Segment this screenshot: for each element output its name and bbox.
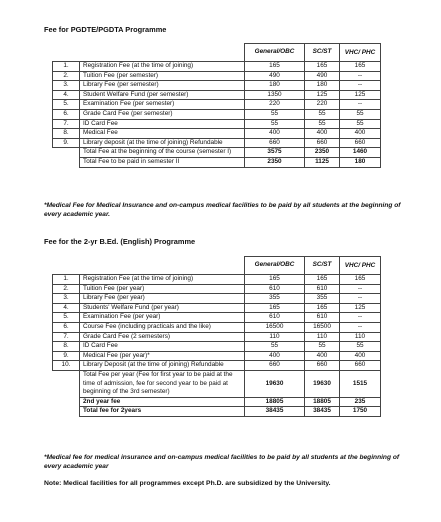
- general-obc-value: 55: [245, 109, 305, 119]
- vhc-phc-value: --: [340, 313, 381, 323]
- row-number: 9.: [53, 138, 80, 148]
- vhc-phc-total: 235: [340, 397, 381, 407]
- sc-st-value: 55: [305, 109, 340, 119]
- sc-st-total: 19630: [305, 370, 340, 397]
- table-row: [53, 138, 381, 148]
- vhc-phc-value: 400: [340, 351, 381, 361]
- general-obc-value: 1350: [245, 90, 305, 100]
- row-number: 9.: [53, 351, 80, 361]
- sc-st-value: 125: [305, 90, 340, 100]
- general-obc-value: 55: [245, 119, 305, 129]
- column-header: [53, 257, 80, 275]
- sc-st-value: 55: [305, 119, 340, 129]
- table-row: [53, 100, 381, 110]
- sc-st-value: 180: [305, 81, 340, 91]
- table-row: [53, 294, 381, 304]
- column-header: VHC/ PHC: [340, 44, 381, 62]
- column-header: SC/ST: [305, 44, 340, 62]
- vhc-phc-value: --: [340, 71, 381, 81]
- row-number: 5.: [53, 100, 80, 110]
- general-obc-value: 110: [245, 332, 305, 342]
- general-obc-value: 490: [245, 71, 305, 81]
- sc-st-value: 16500: [305, 322, 340, 332]
- pgdte-fee-table: [52, 43, 381, 168]
- vhc-phc-value: --: [340, 100, 381, 110]
- row-number: 10.: [53, 361, 80, 371]
- sc-st-value: 660: [305, 138, 340, 148]
- table-row: [53, 351, 381, 361]
- section2-title: Fee for the 2-yr B.Ed. (English) Programme: [44, 237, 196, 246]
- table-row: [53, 62, 381, 72]
- total-label: Total Fee at the beginning of the course (semester I): [80, 148, 245, 158]
- row-number: 1.: [53, 62, 80, 72]
- sc-st-total: 38435: [305, 407, 340, 417]
- total-row: [53, 407, 381, 417]
- general-obc-value: 165: [245, 62, 305, 72]
- table-row: [53, 81, 381, 91]
- header-row: [53, 44, 381, 62]
- vhc-phc-value: 125: [340, 90, 381, 100]
- general-obc-value: 660: [245, 361, 305, 371]
- general-obc-value: 610: [245, 284, 305, 294]
- fee-item: Tuition Fee (per semester): [80, 71, 245, 81]
- row-number: 7.: [53, 332, 80, 342]
- sc-st-value: 55: [305, 342, 340, 352]
- general-obc-value: 220: [245, 100, 305, 110]
- general-obc-value: 180: [245, 81, 305, 91]
- fee-item: Course Fee (including practicals and the like): [80, 322, 245, 332]
- column-header: General/OBC: [245, 44, 305, 62]
- general-obc-total: 19630: [245, 370, 305, 397]
- table-row: [53, 322, 381, 332]
- row-number: 3.: [53, 81, 80, 91]
- bed-fee-table: [52, 256, 381, 417]
- column-header: [53, 44, 80, 62]
- section2-note: *Medical fee for medical insurance and on-campus medical facilities to be paid by all students at the beginning of every academic year: [44, 454, 400, 470]
- sc-st-value: 610: [305, 313, 340, 323]
- table-row: [53, 313, 381, 323]
- general-obc-total: 38435: [245, 407, 305, 417]
- column-header: General/OBC: [245, 257, 305, 275]
- table-row: [53, 284, 381, 294]
- total-label: Total Fee to be paid in semester II: [80, 157, 245, 167]
- vhc-phc-value: 165: [340, 275, 381, 285]
- fee-item: Tuition Fee (per year): [80, 284, 245, 294]
- sc-st-value: 220: [305, 100, 340, 110]
- total-row: [53, 148, 381, 158]
- fee-item: Students' Welfare Fund (per year): [80, 303, 245, 313]
- general-obc-value: 400: [245, 129, 305, 139]
- general-obc-value: 660: [245, 138, 305, 148]
- sc-st-value: 660: [305, 361, 340, 371]
- sc-st-total: 18805: [305, 397, 340, 407]
- table-row: [53, 275, 381, 285]
- row-number: 2.: [53, 71, 80, 81]
- vhc-phc-total: 1460: [340, 148, 381, 158]
- fee-item: Examination Fee (per semester): [80, 100, 245, 110]
- vhc-phc-value: 55: [340, 342, 381, 352]
- vhc-phc-value: 110: [340, 332, 381, 342]
- fee-item: Medical Fee: [80, 129, 245, 139]
- sc-st-value: 110: [305, 332, 340, 342]
- general-obc-value: 165: [245, 275, 305, 285]
- table-row: [53, 303, 381, 313]
- total-row: [53, 157, 381, 167]
- fee-item: Examination Fee (per year): [80, 313, 245, 323]
- empty-cell: [53, 370, 80, 397]
- fee-item: Student Welfare Fund (per semester): [80, 90, 245, 100]
- sc-st-value: 165: [305, 62, 340, 72]
- vhc-phc-value: 165: [340, 62, 381, 72]
- general-obc-value: 400: [245, 351, 305, 361]
- vhc-phc-value: 55: [340, 109, 381, 119]
- sc-st-total: 2350: [305, 148, 340, 158]
- footer-note: Note: Medical facilities for all programmes except Ph.D. are subsidized by the University.: [44, 480, 331, 487]
- row-number: 4.: [53, 303, 80, 313]
- empty-cell: [53, 407, 80, 417]
- table-row: [53, 129, 381, 139]
- column-header: [80, 257, 245, 275]
- fee-item: ID Card Fee: [80, 119, 245, 129]
- fee-item: Library Fee (per semester): [80, 81, 245, 91]
- fee-item: Medical Fee (per year)*: [80, 351, 245, 361]
- general-obc-value: 55: [245, 342, 305, 352]
- table-row: [53, 109, 381, 119]
- fee-item: Library Deposit (at the time of joining) Refundable: [80, 361, 245, 371]
- vhc-phc-total: 1515: [340, 370, 381, 397]
- row-number: 7.: [53, 119, 80, 129]
- fee-item: Registration Fee (at the time of joining): [80, 62, 245, 72]
- vhc-phc-value: --: [340, 294, 381, 304]
- general-obc-total: 18805: [245, 397, 305, 407]
- row-number: 5.: [53, 313, 80, 323]
- sc-st-value: 165: [305, 303, 340, 313]
- column-header: VHC/ PHC: [340, 257, 381, 275]
- sc-st-value: 610: [305, 284, 340, 294]
- general-obc-value: 165: [245, 303, 305, 313]
- general-obc-value: 610: [245, 313, 305, 323]
- fee-item: Grade Card Fee (per semester): [80, 109, 245, 119]
- sc-st-value: 355: [305, 294, 340, 304]
- fee-item: Grade Card Fee (2 semesters): [80, 332, 245, 342]
- vhc-phc-value: 660: [340, 138, 381, 148]
- sc-st-value: 490: [305, 71, 340, 81]
- vhc-phc-value: --: [340, 81, 381, 91]
- general-obc-value: 355: [245, 294, 305, 304]
- general-obc-total: 2350: [245, 157, 305, 167]
- general-obc-total: 3575: [245, 148, 305, 158]
- sc-st-value: 400: [305, 129, 340, 139]
- empty-cell: [53, 148, 80, 158]
- empty-cell: [53, 397, 80, 407]
- row-number: 6.: [53, 322, 80, 332]
- vhc-phc-value: 55: [340, 119, 381, 129]
- vhc-phc-value: 400: [340, 129, 381, 139]
- sc-st-total: 1125: [305, 157, 340, 167]
- row-number: 1.: [53, 275, 80, 285]
- row-number: 4.: [53, 90, 80, 100]
- fee-item: ID Card Fee: [80, 342, 245, 352]
- table-row: [53, 71, 381, 81]
- row-number: 6.: [53, 109, 80, 119]
- table-row: [53, 332, 381, 342]
- vhc-phc-value: --: [340, 284, 381, 294]
- column-header: SC/ST: [305, 257, 340, 275]
- row-number: 2.: [53, 284, 80, 294]
- fee-item: Library deposit (at the time of joining) Refundable: [80, 138, 245, 148]
- total-row: [53, 397, 381, 407]
- table-row: [53, 119, 381, 129]
- vhc-phc-total: 180: [340, 157, 381, 167]
- vhc-phc-total: 1750: [340, 407, 381, 417]
- total-label: 2nd year fee: [80, 397, 245, 407]
- total-label: Total fee for 2years: [80, 407, 245, 417]
- total-label: Total Fee per year (Fee for first year to be paid at the time of admission, fee for second year to be paid at beginning of the 3rd semester): [80, 370, 245, 397]
- section1-title: Fee for PGDTE/PGDTA Programme: [44, 25, 167, 34]
- sc-st-value: 165: [305, 275, 340, 285]
- header-row: [53, 257, 381, 275]
- fee-item: Library Fee (per year): [80, 294, 245, 304]
- row-number: 8.: [53, 129, 80, 139]
- column-header: [80, 44, 245, 62]
- general-obc-value: 16500: [245, 322, 305, 332]
- row-number: 8.: [53, 342, 80, 352]
- vhc-phc-value: 125: [340, 303, 381, 313]
- table-row: [53, 361, 381, 371]
- sc-st-value: 400: [305, 351, 340, 361]
- table-row: [53, 342, 381, 352]
- table-row: [53, 90, 381, 100]
- row-number: 3.: [53, 294, 80, 304]
- vhc-phc-value: --: [340, 322, 381, 332]
- section1-note: *Medical Fee for Medical Insurance and on-campus medical facilities to be paid by all students at the beginning of every academic year.: [44, 202, 401, 218]
- empty-cell: [53, 157, 80, 167]
- vhc-phc-value: 660: [340, 361, 381, 371]
- total-row: [53, 370, 381, 397]
- fee-item: Registration Fee (at the time of joining): [80, 275, 245, 285]
